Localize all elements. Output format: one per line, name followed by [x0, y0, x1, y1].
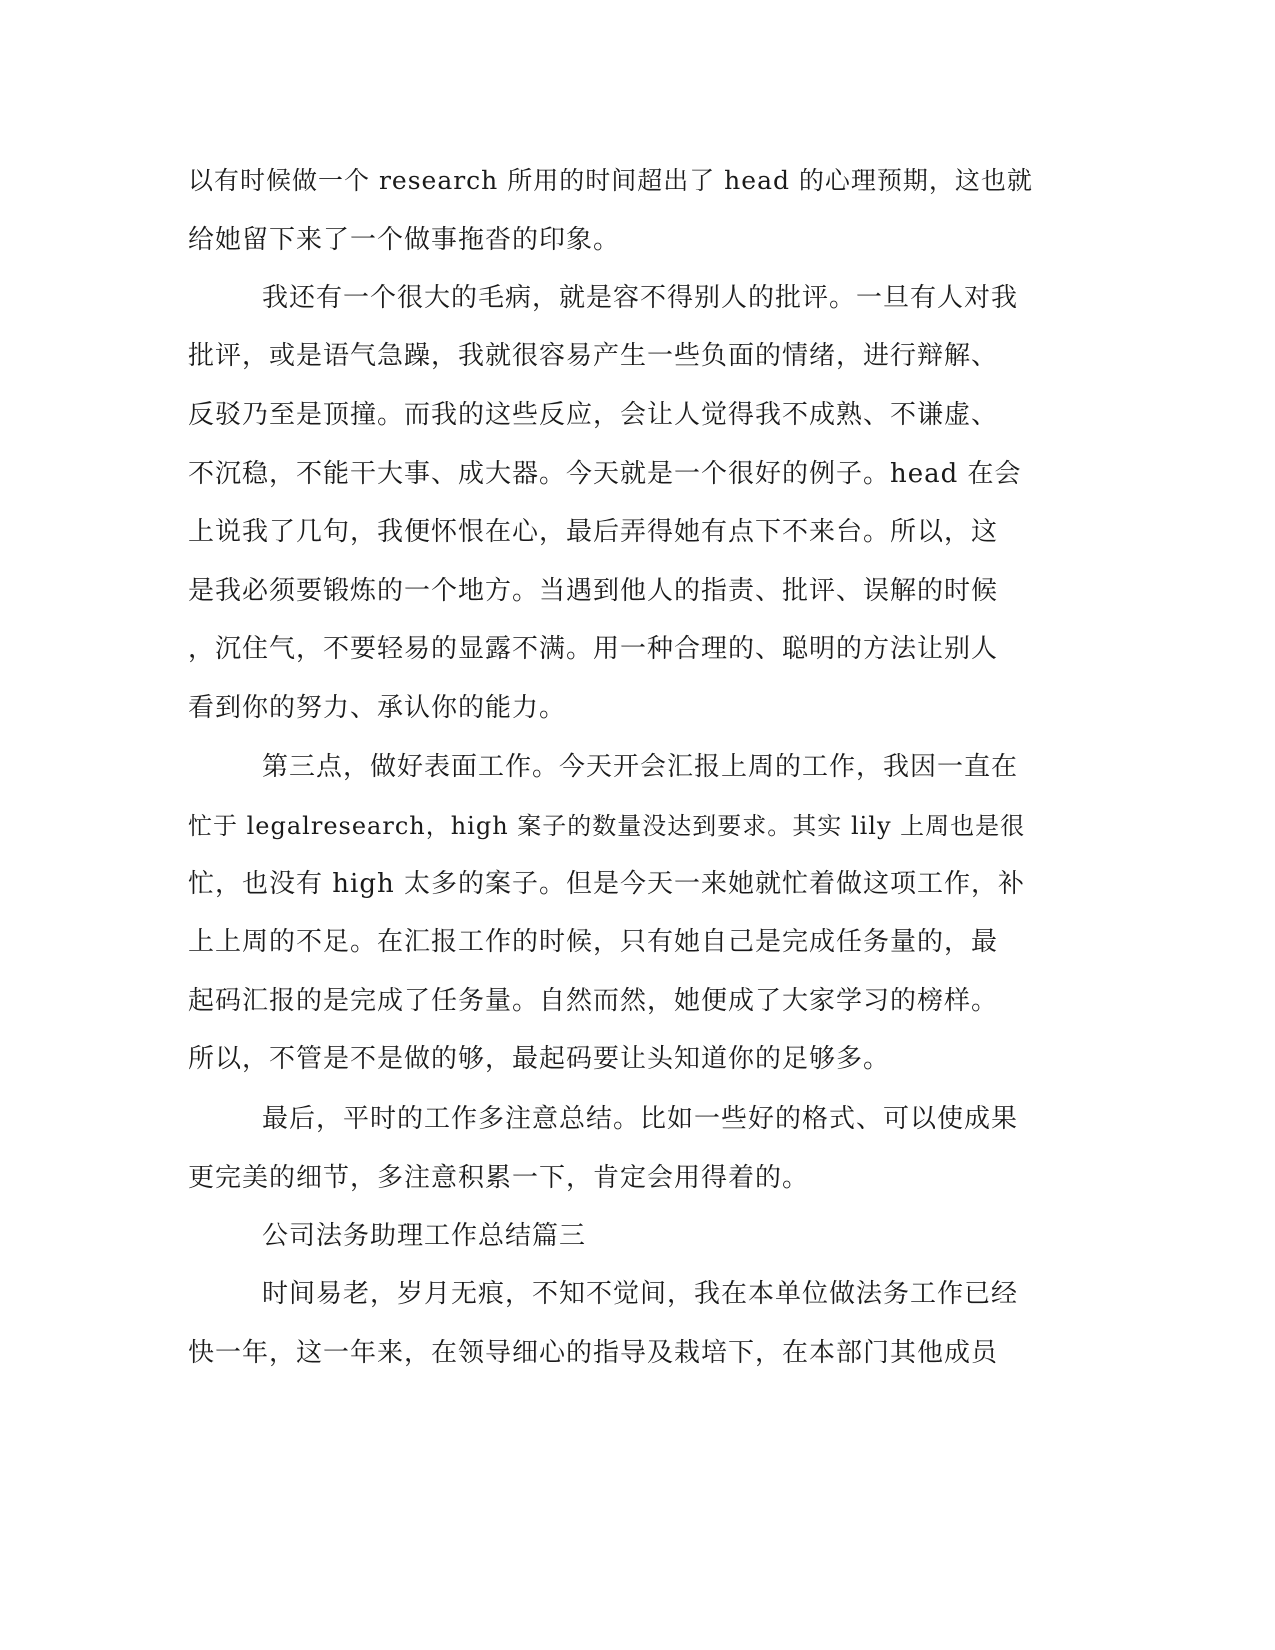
- text-line: 批评，或是语气急躁，我就很容易产生一些负面的情绪，进行辩解、: [188, 341, 999, 371]
- paragraph-first-line: 时间易老，岁月无痕，不知不觉间，我在本单位做法务工作已经: [262, 1279, 1019, 1309]
- text-line: ，沉住气，不要轻易的显露不满。用一种合理的、聪明的方法让别人: [188, 634, 999, 664]
- text-line: 不沉稳，不能干大事、成大器。今天就是一个很好的例子。head 在会: [188, 459, 1022, 489]
- text-line: 上上周的不足。在汇报工作的时候，只有她自己是完成任务量的，最: [188, 927, 999, 957]
- text-line: 忙，也没有 high 太多的案子。但是今天一来她就忙着做这项工作，补: [188, 869, 1025, 899]
- text-line: 起码汇报的是完成了任务量。自然而然，她便成了大家学习的榜样。: [188, 986, 999, 1016]
- text-line: 快一年，这一年来，在领导细心的指导及栽培下，在本部门其他成员: [188, 1338, 999, 1368]
- text-line: 看到你的努力、承认你的能力。: [188, 693, 567, 723]
- paragraph-first-line: 第三点，做好表面工作。今天开会汇报上周的工作，我因一直在: [262, 752, 1019, 782]
- paragraph-first-line: 我还有一个很大的毛病，就是容不得别人的批评。一旦有人对我: [262, 283, 1019, 313]
- text-line: 是我必须要锻炼的一个地方。当遇到他人的指责、批评、误解的时候: [188, 576, 999, 606]
- text-line: 反驳乃至是顶撞。而我的这些反应，会让人觉得我不成熟、不谦虚、: [188, 400, 999, 430]
- text-line: 给她留下来了一个做事拖沓的印象。: [188, 225, 621, 255]
- section-heading: 公司法务助理工作总结篇三: [262, 1221, 587, 1251]
- text-line: 以有时候做一个 research 所用的时间超出了 head 的心理预期，这也就: [188, 166, 1033, 195]
- paragraph-first-line: 最后，平时的工作多注意总结。比如一些好的格式、可以使成果: [262, 1104, 1019, 1134]
- text-line: 更完美的细节，多注意积累一下，肯定会用得着的。: [188, 1163, 810, 1193]
- text-line: 忙于 legalresearch，high 案子的数量没达到要求。其实 lily 上周也是很: [188, 812, 1026, 840]
- text-line: 上说我了几句，我便怀恨在心，最后弄得她有点下不来台。所以，这: [188, 517, 999, 547]
- text-line: 所以，不管是不是做的够，最起码要让头知道你的足够多。: [188, 1044, 891, 1074]
